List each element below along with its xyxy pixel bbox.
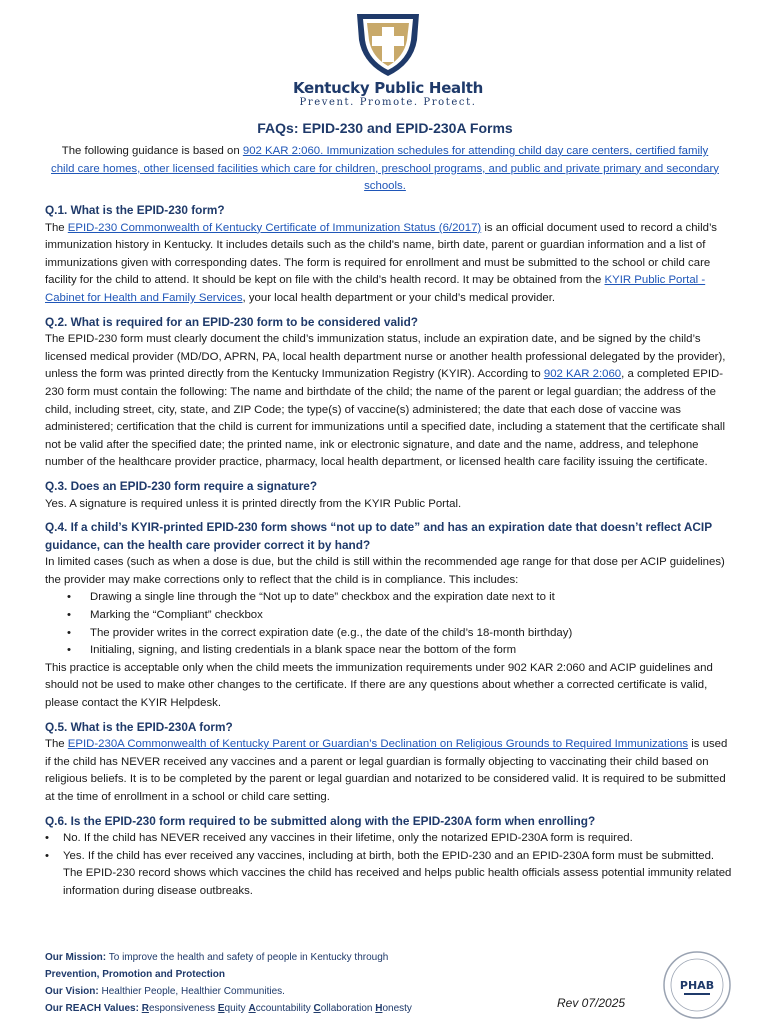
phab-accreditation-seal-icon xyxy=(662,950,732,1020)
revision-date: Rev 07/2025 xyxy=(557,996,626,1010)
value-item: Honesty xyxy=(375,1003,412,1014)
q5-answer-text: is used if the child has NEVER received any vaccines and a parent or legal guardian is formally objecting to vaccinating their child based on religious beliefs. It is to be completed by the parent or legal guardian and notarized to be considered valid. It is required to be submitted at the time of enrollment in a school or child care setting. xyxy=(45,738,728,803)
intro-regulation-link[interactable]: 902 KAR 2:060. Immunization schedules for attending child day care centers, certified family child care homes, other licensed facilities which care for children, preschool programs, and public and private primary and secondary schools. xyxy=(51,145,719,192)
q4-question: Q.4. If a child’s KYIR-printed EPID-230 form shows “not up to date” and has an expiration date that doesn’t reflect ACIP guidance, can the health care provider correct it by hand? xyxy=(45,520,712,552)
value-item: Accountability xyxy=(248,1003,311,1014)
q5-answer xyxy=(45,736,733,806)
list-item: • Marking the “Compliant” checkbox xyxy=(45,607,733,625)
q4-outro: This practice is acceptable only when the child meets the immunization requirements under 902 KAR 2:060 and ACIP guidelines and should not be used to make other changes to the certificate. If there are any questions about whether a corrected certificate is valid, please contact the KYIR Helpdesk. xyxy=(45,661,713,710)
q3-answer: Yes. A signature is required unless it is printed directly from the KYIR Public Portal. xyxy=(45,497,462,510)
q4-list xyxy=(45,589,733,659)
faq-content xyxy=(45,202,733,901)
footer xyxy=(45,949,505,1017)
values-label: Our REACH Values: xyxy=(45,1003,142,1014)
q4-intro: In limited cases (such as when a dose is due, but the child is still within the recommended age range for that dose per ACIP guidelines) the provider may make corrections only to reflect that the child is in compliance. This includes: xyxy=(45,556,725,586)
value-item: Equity xyxy=(217,1003,246,1014)
q2-answer-text: , a completed EPID-230 form must contain the following: The name and birthdate of the child; the name of the parent or legal guardian; the address of the child, including street, city, state, and ZIP Code; the type(s) of vaccine(s) administered; the date that each dose of vaccine was administered; certification that the child is current for immunizations until a specified date, including a statement that the certificate shall not be valid after the specified date; the printed name, ink or electronic signature, and date and the name, address, and telephone number of the healthcare provider practice, pharmacy, local health department, or licensed health care facility issuing the certificate. xyxy=(45,368,725,469)
value-item: Collaboration xyxy=(313,1003,373,1014)
svg-text:PHAB: PHAB xyxy=(679,979,715,992)
epid-230-link[interactable]: EPID-230 Commonwealth of Kentucky Certificate of Immunization Status (6/2017) xyxy=(67,221,482,234)
logo-name: Kentucky Public Health xyxy=(293,79,483,97)
regulation-link[interactable]: 902 KAR 2:060 xyxy=(543,368,622,381)
kyir-portal-link[interactable]: KYIR Public Portal - Cabinet for Health and Family Services xyxy=(45,274,706,304)
list-item: • No. If the child has NEVER received any vaccines in their lifetime, only the notarized EPID-230A form is required. xyxy=(45,830,733,848)
q2-answer-text: The EPID-230 form must clearly document the child’s immunization status, include an expiration date, and be signed by the child’s licensed medical provider (MD/DO, APRN, PA, local health department nurse or another health professional delegated by the provider), unless the form was printed directly from the Kentucky Immunization Registry (KYIR). According to xyxy=(45,333,726,381)
list-item: • Drawing a single line through the “Not up to date” checkbox and the expiration date next to it xyxy=(45,589,733,607)
list-item: • Yes. If the child has ever received any vaccines, including at birth, both the EPID-230 and an EPID-230A form must be submitted. The EPID-230 record shows which vaccines the child has received and helps public health officials assess potential immunity related information during disease outbreaks. xyxy=(45,848,733,901)
mission-line-2 xyxy=(45,966,505,983)
kentucky-public-health-logo xyxy=(288,10,488,110)
vision-text: Healthier People, Healthier Communities. xyxy=(98,986,285,997)
epid-230a-link[interactable]: EPID-230A Commonwealth of Kentucky Parent or Guardian’s Declination on Religious Grounds to Required Immunizations xyxy=(67,738,689,751)
page-title: FAQs: EPID-230 and EPID-230A Forms xyxy=(257,120,513,136)
vision-label: Our Vision: xyxy=(45,986,99,997)
intro-paragraph xyxy=(50,143,720,196)
q1-question: Q.1. What is the EPID-230 form? xyxy=(45,203,225,217)
q2-question: Q.2. What is required for an EPID-230 form to be considered valid? xyxy=(45,314,418,329)
q3-question: Q.3. Does an EPID-230 form require a signature? xyxy=(45,478,318,493)
intro-text: The following guidance is based on xyxy=(61,145,243,157)
list-item: • Initialing, signing, and listing credentials in a blank space near the bottom of the form xyxy=(45,642,733,660)
logo-tagline: Prevent. Promote. Protect. xyxy=(299,97,477,108)
q6-question: Q.6. Is the EPID-230 form required to be submitted along with the EPID-230A form when enrolling? xyxy=(45,813,596,828)
value-item: Responsiveness xyxy=(141,1003,216,1014)
list-item: • The provider writes in the correct expiration date (e.g., the date of the child’s 18-month birthday) xyxy=(45,625,733,643)
q1-answer xyxy=(45,220,733,308)
q5-question: Q.5. What is the EPID-230A form? xyxy=(45,719,233,734)
mission-text: To improve the health and safety of people in Kentucky through xyxy=(106,952,389,963)
q1-answer-text: is an official document used to record a child’s immunization history in Kentucky. It includes details such as the child's name, birth date, parent or guardian information and a list of immunizations given with corresponding dates. The form is required for enrollment and must be submitted to the school or child care facility for the child to attend. It should be kept on file with the child’s health record. It may be obtained from the xyxy=(45,221,717,287)
q2-answer xyxy=(45,331,733,472)
vision-line xyxy=(45,983,505,1000)
mission-label: Our Mission: xyxy=(45,952,107,963)
q5-answer-text: The xyxy=(45,738,68,751)
values-line xyxy=(45,1000,505,1017)
shield-cross-icon xyxy=(353,10,423,78)
q1-answer-text: The xyxy=(45,221,68,234)
q1-answer-text: , your local health department or your child’s medical provider. xyxy=(242,291,556,304)
mission-line xyxy=(45,949,505,966)
q6-list xyxy=(45,830,733,900)
mission-text-2: Prevention, Promotion and Protection xyxy=(45,969,226,980)
